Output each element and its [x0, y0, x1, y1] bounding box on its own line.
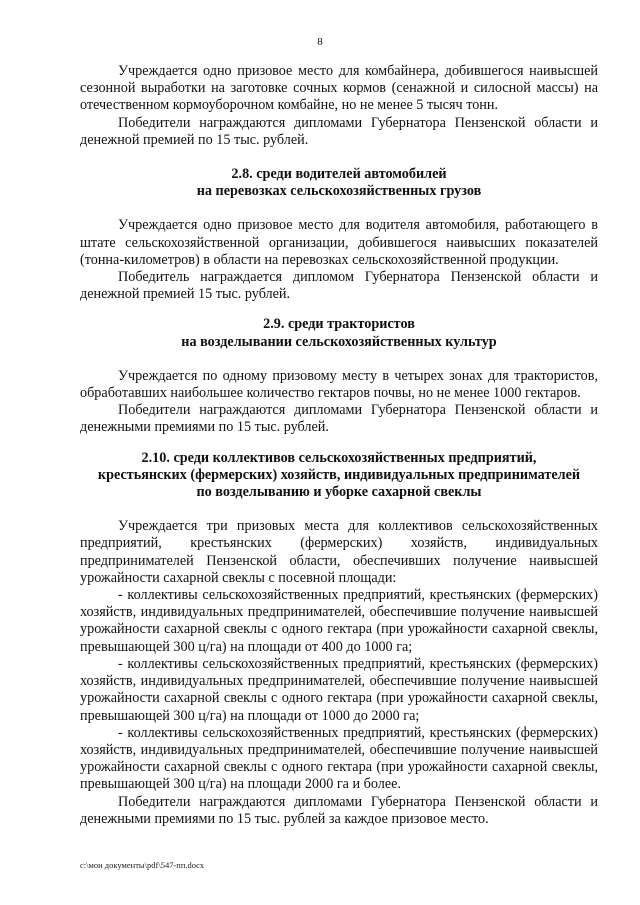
section-2-10-awards-paragraph: Победители награждаются дипломами Губернатора Пензенской области и денежными премиями по 15 тыс. рублей за каждое призовое место.: [80, 793, 598, 827]
section-2-10-paragraph: Учреждается три призовых места для коллективов сельскохозяйственных предприятий, крестьянских (фермерских) хозяйств, индивидуальных предпринимателей Пензенской области, обеспечивших получение наивысшей урожайности сахарной свеклы с посевной площади:: [80, 518, 598, 586]
section-2-9-awards-paragraph: Победители награждаются дипломами Губернатора Пензенской области и денежными премиями по 15 тыс. рублей.: [80, 402, 598, 436]
heading-line: крестьянских (фермерских) хозяйств, индивидуальных предпринимателей: [97, 466, 581, 483]
section-2-8-awards-paragraph: Победитель награждается дипломом Губернатора Пензенской области и денежной премией 15 тыс. рублей.: [80, 269, 598, 303]
heading-line: 2.9. среди трактористов: [263, 316, 415, 333]
spacer: [80, 437, 598, 450]
section-2-9-heading: [80, 316, 598, 350]
heading-line: 2.8. среди водителей автомобилей: [231, 166, 447, 183]
heading-line: 2.10. среди коллективов сельскохозяйственных предприятий,: [141, 449, 537, 466]
list-item: - коллективы сельскохозяйственных предприятий, крестьянских (фермерских) хозяйств, индивидуальных предпринимателей, обеспечившие получение наивысшей урожайности сахарной свеклы с одного гектара (при урожайности сахарной свеклы, превышающей 300 ц/га) на площади от 1000 до 2000 га;: [80, 655, 598, 724]
heading-line: на перевозках сельскохозяйственных грузов: [196, 183, 482, 200]
spacer: [80, 200, 598, 217]
spacer: [80, 501, 598, 518]
heading-line: на возделывании сельскохозяйственных культур: [181, 333, 497, 350]
spacer: [80, 303, 598, 316]
list-item: - коллективы сельскохозяйственных предприятий, крестьянских (фермерских) хозяйств, индивидуальных предпринимателей, обеспечившие получение наивысшей урожайности сахарной свеклы с одного гектара (при урожайности сахарной свеклы, превышающей 300 ц/га) на площади 2000 га и более.: [80, 724, 598, 793]
spacer: [80, 149, 598, 166]
section-2-8-heading: [80, 166, 598, 200]
section-2-8-paragraph: Учреждается одно призовое место для водителя автомобиля, работающего в штате сельскохозяйственной организации, добившегося наивысших показателей (тонна-километров) в области на перевозках сельскохозяйственной продукции.: [80, 217, 598, 268]
section-2-9-paragraph: Учреждается по одному призовому месту в четырех зонах для трактористов, обработавших наибольшее количество гектаров почвы, но не менее 1000 гектаров.: [80, 367, 598, 402]
document-body: [80, 63, 598, 828]
section-2-10-heading: [80, 450, 598, 502]
intro-paragraph: Учреждается одно призовое место для комбайнера, добившегося наивысшей сезонной выработки на заготовке сочных кормов (сенажной и силосной массы) на отечественном кормоуборочном комбайне, но не менее 5 тысяч тонн.: [80, 63, 598, 114]
intro-awards-paragraph: Победители награждаются дипломами Губернатора Пензенской области и денежной премией по 15 тыс. рублей.: [80, 114, 598, 148]
heading-line: по возделыванию и уборке сахарной свеклы: [196, 484, 482, 501]
page-number: 8: [317, 36, 323, 48]
footer-file-path: c:\мои документы\pdf\547-пп.docx: [80, 860, 205, 870]
list-item: - коллективы сельскохозяйственных предприятий, крестьянских (фермерских) хозяйств, индивидуальных предпринимателей, обеспечившие получение наивысшей урожайности сахарной свеклы с одного гектара (при урожайности сахарной свеклы, превышающей 300 ц/га) на площади от 400 до 1000 га;: [80, 587, 598, 655]
spacer: [80, 351, 598, 368]
